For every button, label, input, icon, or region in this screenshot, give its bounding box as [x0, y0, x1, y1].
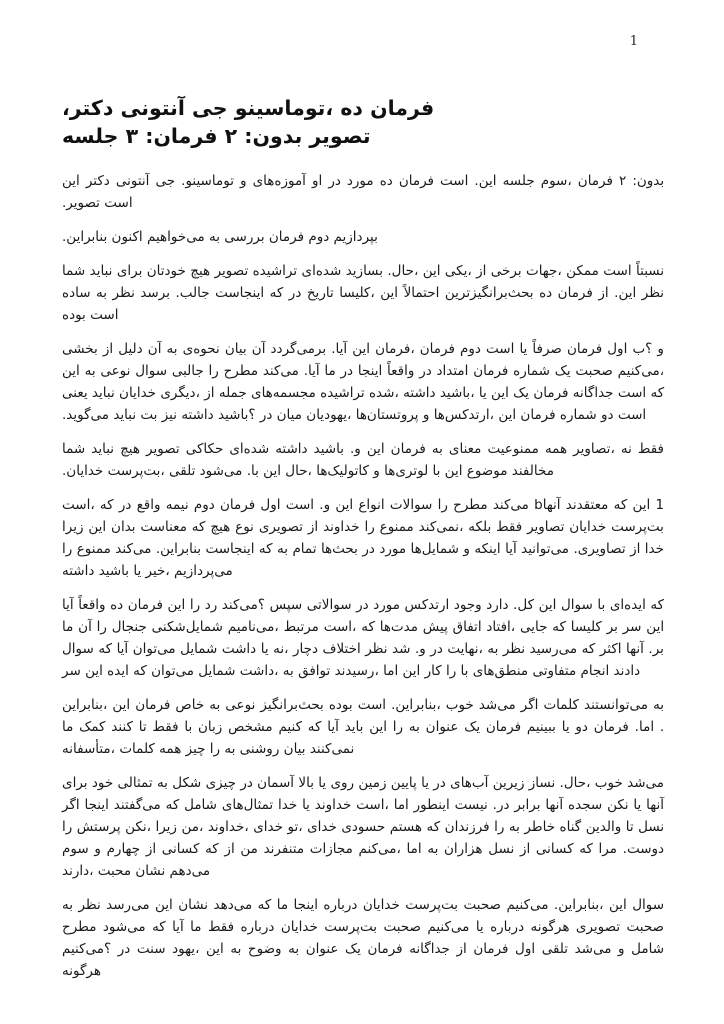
title-line-1: ،دکتر آنتونی جی توماسینو، ده فرمان — [62, 96, 435, 120]
page-number: 1 — [629, 34, 638, 49]
document-title — [62, 94, 664, 150]
paragraph: این دکتر آنتونی جی .توماسینو و آموزه‌های او در مورد ده فرمان است .این جلسه سوم، فرمان ۲ :بدون .تصویر است — [62, 173, 665, 211]
paragraph: .بنابراین اکنون می‌خواهیم به بررسی فرمان دوم بپردازیم — [62, 229, 378, 245]
paragraphs — [62, 170, 664, 982]
paragraph: بنابراین، این فرمان خاص به نوعی بحث‌برانگیز بوده است .بنابراین، خوب می‌شد اگر کلمات می‌توانستند به ما کمک کنند تا فقط با زبان مشخص کنیم که آیا باید این را به عنوان یک فرمان ببینیم یا دو فرمان .اما . متأسفانه، کلمات همه چیز را به روشنی بیان نمی‌کنند — [62, 697, 665, 757]
title-line-2: جلسه ۳ :فرمان ۲ :بدون تصویر — [62, 124, 371, 148]
paragraph: شما نباید هیچ تصویر حکاکی شده‌ای داشته باشید .و این فرمان به معنای ممنوعیت همه تصاویر، نه فقط .خدایان بت‌پرست، تلقی می‌شود .با این حال، کاتولیک‌ها و لوتری‌ها با این موضوع مخالفند — [62, 441, 664, 479]
paragraph: است، که در واقع نیمه دوم فرمان اول است .و این انواع سوالات را مطرح می‌کند bآنها معتقدند که این 1 زیرا این بدان معناست که هیچ نوع تصویری از خداوند را ممنوع نمی‌کند، بلکه فقط تصاویر خدایان بت‌پرست را ممنوع می‌کند .بنابراین اینجاست که به تمام بحث‌ها در مورد شمایل‌ها و اینکه آیا می‌توانید .تصاویری از خدا داشته باشید یا خیر، می‌پردازیم — [62, 497, 665, 579]
paragraph: شما نباید برای خودتان هیچ تصویر تراشیده شده‌ای بسازید .حال، این یکی، از برخی جهات، ممکن است نسبتاً ساده به نظر برسد .جالب اینجاست که در تاریخ کلیسا، این احتمالاً بحث‌برانگیزترین ده فرمان از .این نظر بوده است — [62, 263, 665, 323]
paragraph: برای خود تمثالی به شکل چیزی در آسمان بالا یا روی زمین پایین یا در آب‌های زیرین نساز .حال، خوب می‌شد اگر اینجا می‌گفتند که شامل تمثال‌های خدا یا خداوند است، اما اینطور نیست .در برابر آنها سجده نکن یا آنها را پرستش نکن، زیرا من، خداوند، خدای تو، خدای حسودی هستم که فرزندان را به خاطر گناه والدین تا نسل سوم و چهارم از کسانی که از من متنفرند مجازات می‌کنم، اما به هزاران نسل از کسانی که مرا .دوست دارند، محبت نشان می‌دهم — [62, 775, 665, 879]
paragraph: آیا واقعاً ده فرمان این را رد ؟می‌کند سپس سوالاتی در مورد ارتدکس وجود دارد .کل این سوال با ایده‌ای که ما آن را جنجال شمایل‌شکنی می‌نامیم، مرتبط است، که مدت‌ها پیش اتفاق افتاد، جایی که کلیسا بر سر این سوال که آیا می‌توان شمایل داشت یا نه، دچار اختلاف نظر شد .و در نهایت، به نظر می‌رسید که اکثر آنها .بر سر این ایده که می‌توان شمایل داشت، به توافق رسیدند، اما این کار را با منطق‌های متفاوتی انجام دادند — [62, 597, 665, 679]
paragraph: به نظر می‌رسد این نشان می‌دهد که ما اینجا درباره خدایان بت‌پرست صحبت می‌کنیم .بنابراین، این سوال مطرح می‌شود که آیا ما فقط درباره خدایان بت‌پرست صحبت می‌کنیم یا درباره هرگونه تصویری صحبت ؟می‌کنیم در سنت یهود، این به وضوح به عنوان یک فرمان جداگانه از فرمان اول تلقی می‌شد و شامل هرگونه — [62, 897, 665, 979]
paragraph: بخشی از دلیل آن به نحوه‌ی بیان آن برمی‌گردد .آیا این فرمان، فرمان دوم است یا صرفاً فرمان اول ؟ب و این به نوعی سوال جالبی را مطرح می‌کند .آیا ما در اینجا واقعاً در امتداد فرمان شماره یک صحبت می‌کنیم، یعنی نباید خدایان دیگری، از جمله مجسمه‌های تراشیده شده، داشته باشید، یا این یک فرمان جداگانه است که .می‌گوید نباید بت نیز داشته ؟باشید در میان یهودیان، پروتستان‌ها و ارتدکس‌ها، این فرمان شماره دو است — [62, 341, 665, 423]
